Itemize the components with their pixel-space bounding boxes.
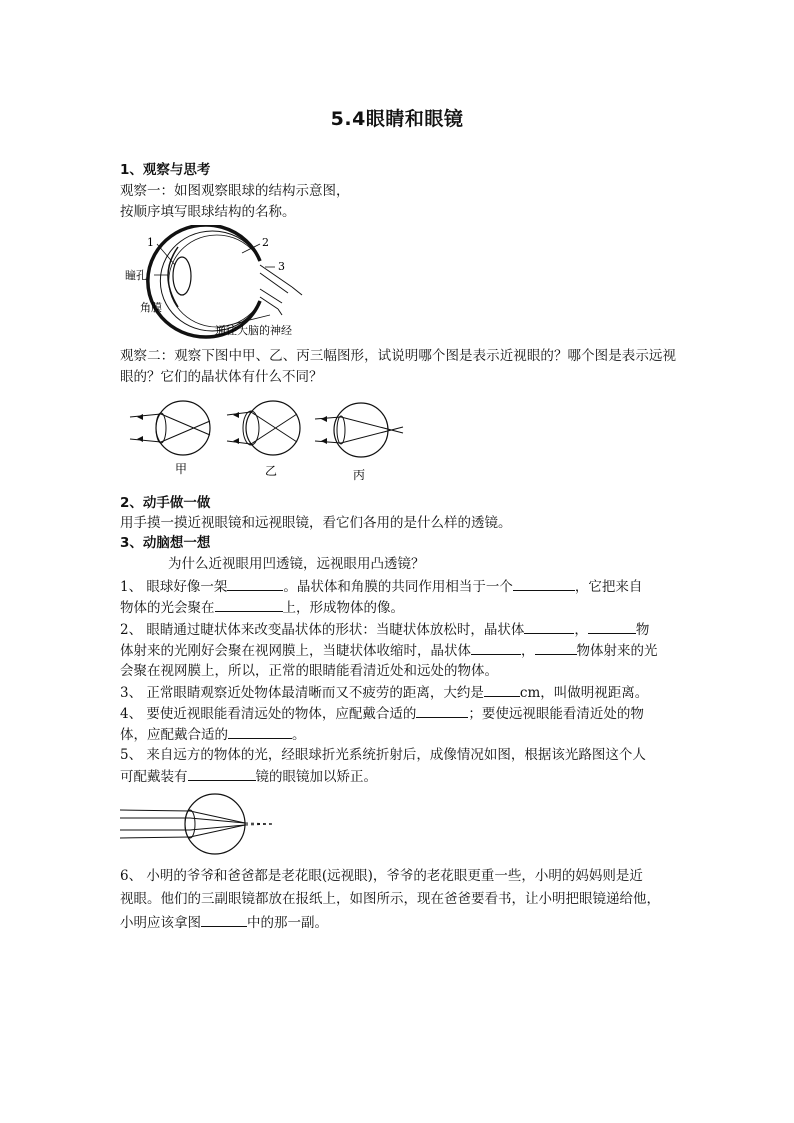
label-yi: 乙: [265, 464, 278, 478]
q1-blank-1[interactable]: [227, 576, 283, 591]
question-5-line-2: [120, 766, 377, 787]
q1-text-d: 物体的光会聚在: [120, 600, 215, 616]
observation-1-line-2: 按顺序填写眼球结构的名称。: [120, 204, 296, 220]
label-bing: 丙: [353, 468, 366, 482]
q5-text-b: 可配戴装有: [120, 769, 188, 785]
q1-blank-3[interactable]: [215, 597, 283, 612]
question-1-line-2: [120, 597, 404, 618]
eye-diagram-yi: [227, 401, 300, 478]
eye-label-pupil: 瞳孔: [125, 269, 147, 282]
eye-structure-diagram: [120, 225, 320, 340]
q4-text-c: 体，应配戴合适的: [120, 727, 228, 743]
eye-diagram-bing: [315, 403, 403, 482]
q2-text-e: ，: [521, 643, 535, 659]
question-2-line-1: [120, 619, 649, 640]
q1-text-c: ，它把来自: [574, 579, 643, 595]
q5-light-path-diagram: [120, 790, 280, 860]
label-jia: 甲: [175, 462, 188, 476]
page-title: 5.4眼睛和眼镜: [330, 108, 464, 130]
q2-text-c: 物: [635, 622, 650, 638]
q2-blank-3[interactable]: [471, 640, 521, 655]
three-eye-diagrams: [125, 395, 415, 485]
q5-blank-1[interactable]: [188, 766, 256, 781]
question-3-line-1: [120, 682, 648, 703]
section-2-text: 用手摸一摸近视眼镜和远视眼镜，看它们各用的是什么样的透镜。: [120, 515, 512, 531]
eye-label-3: 3: [278, 260, 285, 273]
q3-text-a: 3、 正常眼睛观察近处物体最清晰而又不疲劳的距离，大约是: [120, 685, 484, 701]
q4-text-b: ；要使远视眼能看清近处的物: [468, 706, 644, 722]
q2-blank-2[interactable]: [588, 619, 636, 634]
q4-blank-2[interactable]: [228, 724, 292, 739]
q2-blank-4[interactable]: [535, 640, 577, 655]
question-6-line-1: 6、 小明的爷爷和爸爸都是老花眼(远视眼)，爷爷的老花眼更重一些，小明的妈妈则是近: [120, 868, 643, 884]
eye-label-1: 1: [147, 236, 154, 249]
section-3-question: 为什么近视眼用凹透镜，远视眼用凸透镜？: [168, 556, 425, 572]
q6-blank-1[interactable]: [201, 912, 247, 927]
question-2-line-3: 会聚在视网膜上，所以，正常的眼睛能看清近处和远处的物体。: [120, 663, 498, 679]
q2-text-f: 物体射来的光: [576, 643, 658, 659]
eye-label-nerve: 通往大脑的神经: [215, 324, 292, 337]
eye-label-cornea: 角膜: [140, 301, 162, 314]
question-6-line-3: [120, 912, 328, 933]
question-2-line-2: [120, 640, 658, 661]
section-2-heading: 2、动手做一做: [120, 495, 211, 511]
q3-blank-1[interactable]: [484, 682, 520, 697]
q1-blank-2[interactable]: [513, 576, 575, 591]
eye-label-2: 2: [262, 236, 269, 249]
q2-text-b: ，: [574, 622, 588, 638]
section-1-heading: 1、观察与思考: [120, 162, 211, 178]
q1-text-a: 1、 眼球好像一架: [120, 579, 228, 595]
question-5-line-1: 5、 来自远方的物体的光，经眼球折光系统折射后，成像情况如图，根据该光路图这个人: [120, 747, 646, 763]
section-3-heading: 3、动脑想一想: [120, 535, 211, 551]
observation-1-line-1: 观察一：如图观察眼球的结构示意图，: [120, 183, 350, 199]
q2-blank-1[interactable]: [524, 619, 574, 634]
question-4-line-1: [120, 703, 644, 724]
q2-text-d: 体射来的光刚好会聚在视网膜上，当睫状体收缩时，晶状体: [120, 643, 471, 659]
question-4-line-2: [120, 724, 306, 745]
q5-text-c: 镜的眼镜加以矫正。: [255, 769, 377, 785]
q1-text-e: 上，形成物体的像。: [282, 600, 404, 616]
eye-diagram-jia: [130, 401, 210, 476]
q6-text-d: 中的那一副。: [247, 915, 328, 931]
q6-text-c: 小明应该拿图: [120, 915, 201, 931]
question-6-line-2: 视眼。他们的三副眼镜都放在报纸上，如图所示，现在爸爸要看书，让小明把眼镜递给他，: [120, 891, 660, 907]
observation-2-text: 观察二：观察下图中甲、乙、丙三幅图形，试说明哪个图是表示近视眼的？哪个图是表示远视眼的？它们的晶状体有什么不同？: [120, 348, 676, 385]
q4-blank-1[interactable]: [416, 703, 468, 718]
q2-text-a: 2、 眼睛通过睫状体来改变晶状体的形状：当睫状体放松时，晶状体: [120, 622, 525, 638]
q4-text-d: 。: [292, 727, 306, 743]
q1-text-b: 。晶状体和角膜的共同作用相当于一个: [283, 579, 513, 595]
q3-text-b: cm，叫做明视距离。: [519, 685, 649, 701]
question-1-line-1: [120, 576, 642, 597]
q4-text-a: 4、 要使近视眼能看清远处的物体，应配戴合适的: [120, 706, 417, 722]
